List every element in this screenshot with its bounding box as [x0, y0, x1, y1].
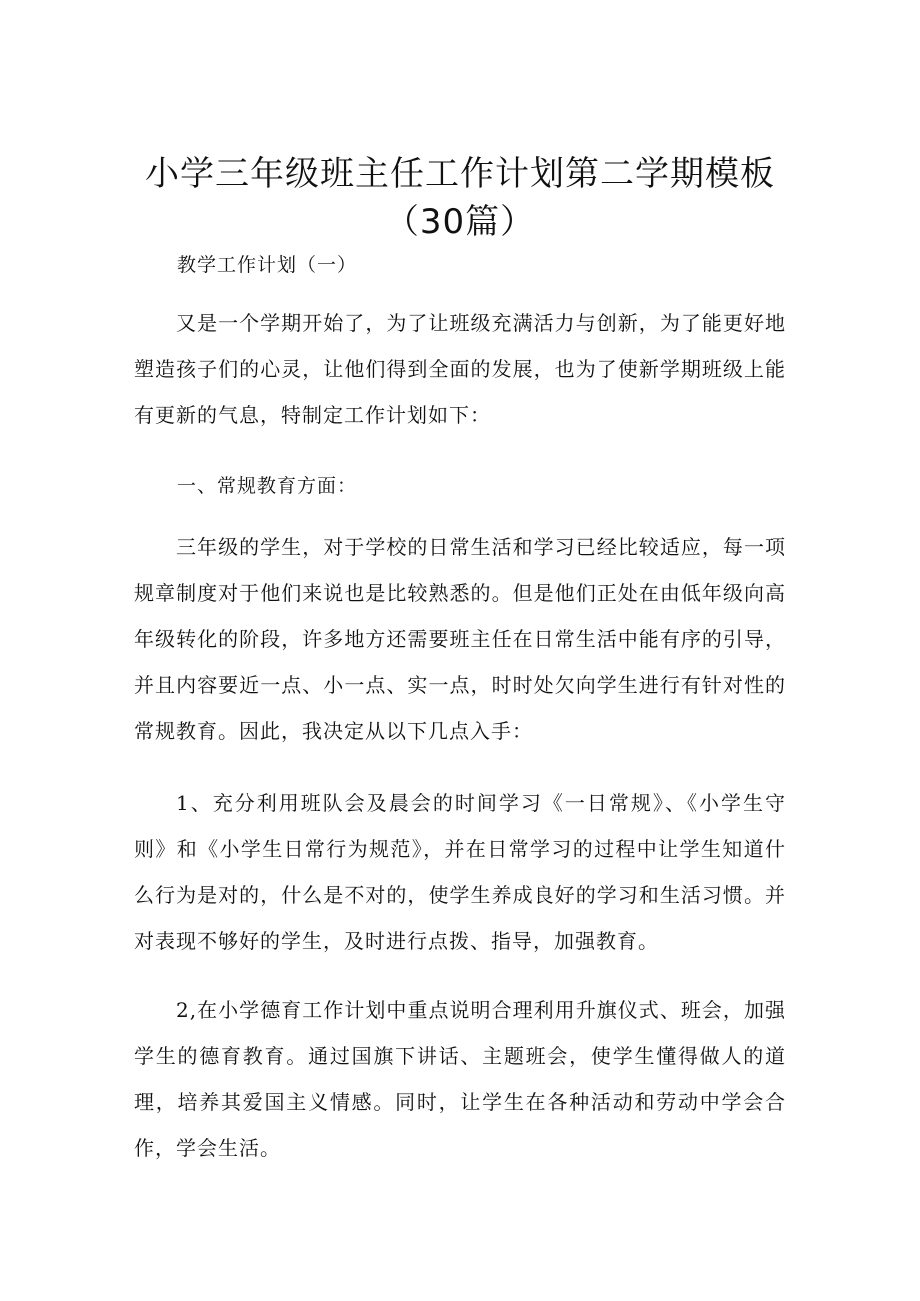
intro-paragraph: 又是一个学期开始了，为了让班级充满活力与创新，为了能更好地塑造孩子们的心灵，让他们得到全面的发展，也为了使新学期班级上能有更新的气息，特制定工作计划如下：: [134, 311, 786, 427]
routine-education-paragraph: 三年级的学生，对于学校的日常生活和学习已经比较适应，每一项规章制度对于他们来说也是比较熟悉的。但是他们正处在由低年级向高年级转化的阶段，许多地方还需要班主任在日常生活中能有序的引导，并且内容要近一点、小一点、实一点，时时处欠向学生进行有针对性的常规教育。因此，我决定从以下几点入手：: [134, 535, 786, 743]
section-title: 教学工作计划（一）: [177, 254, 358, 276]
heading-routine-education: 一、常规教育方面：: [177, 475, 358, 497]
list-item-1: 1、充分利用班队会及晨会的时间学习《一日常规》、《小学生守则》和《小学生日常行为规范》，并在日常学习的过程中让学生知道什么行为是对的，什么是不对的，使学生养成良好的学习和生活习惯。并对表现不够好的学生，及时进行点拨、指导，加强教育。: [134, 791, 786, 953]
document-title-subtitle: （30篇）: [384, 202, 536, 242]
document-title: 小学三年级班主任工作计划第二学期模板: [145, 154, 775, 194]
list-item-2: 2,在小学德育工作计划中重点说明合理利用升旗仪式、班会，加强学生的德育教育。通过国旗下讲话、主题班会，使学生懂得做人的道理，培养其爱国主义情感。同时，让学生在各种活动和劳动中学会合作，学会生活。: [134, 998, 786, 1160]
